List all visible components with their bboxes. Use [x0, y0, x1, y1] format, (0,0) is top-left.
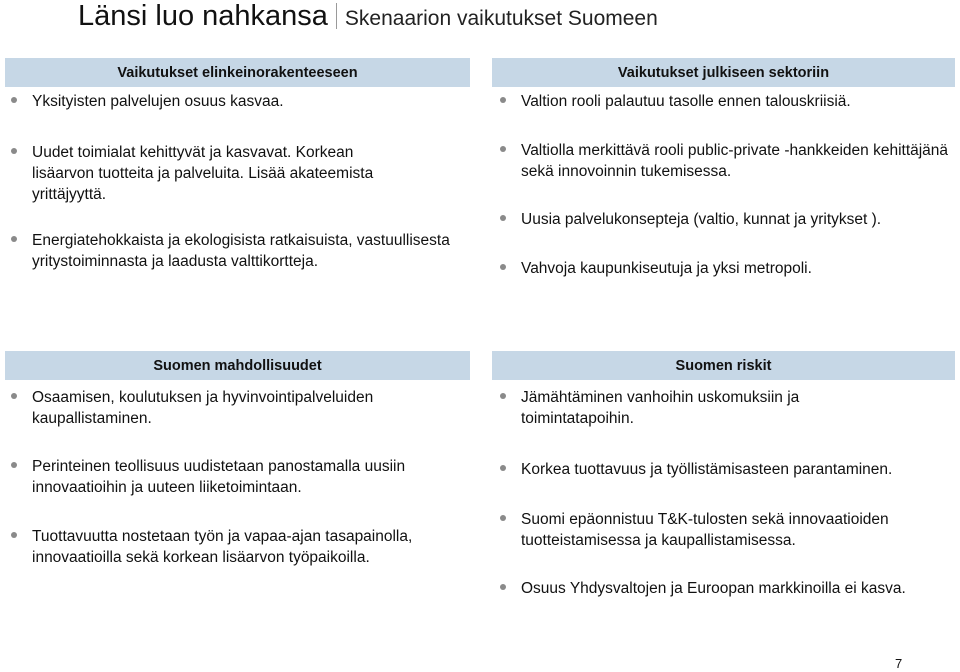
bullet-icon [500, 584, 506, 590]
bullet-icon [500, 393, 506, 399]
list-item-text: Uusia palvelukonsepteja (valtio, kunnat ja yritykset ). [521, 211, 882, 228]
list-item [32, 526, 467, 568]
list-item [521, 459, 951, 480]
list-item-text: Osuus Yhdysvaltojen ja Euroopan markkinoilla ei kasva. [521, 580, 906, 597]
panel-heading: Vaikutukset elinkeinorakenteeseen [5, 58, 470, 87]
list-item [521, 91, 951, 112]
list-item-text: Tuottavuutta nostetaan työn ja vapaa-ajan tasapainolla, innovaatioilla sekä korkean lisäarvon työpaikoilla. [32, 528, 413, 566]
page-number: 7 [895, 656, 903, 671]
list-item-text: Valtion rooli palautuu tasolle ennen talouskriisiä. [521, 93, 851, 110]
panel-julkinen-sektori [492, 58, 955, 308]
list-item [32, 142, 417, 205]
list-item-text: Perinteinen teollisuus uudistetaan panostamalla uusiin innovaatioihin ja uuteen liiketoimintaan. [32, 458, 406, 496]
panel-riskit [492, 351, 955, 621]
list-item-text: Jämähtäminen vanhoihin uskomuksiin ja toimintatapoihin. [521, 389, 800, 427]
list-item [521, 578, 931, 599]
list-item [521, 387, 851, 429]
list-item [32, 456, 462, 498]
panel-mahdollisuudet [5, 351, 470, 591]
bullet-icon [500, 264, 506, 270]
list-item-text: Energiatehokkaista ja ekologisista ratkaisuista, vastuullisesta yritystoiminnasta ja laadusta valttikortteja. [32, 232, 450, 270]
bullet-icon [500, 215, 506, 221]
title-main: Länsi luo nahkansa [78, 0, 328, 32]
panel-heading: Suomen mahdollisuudet [5, 351, 470, 380]
title-subtitle: Skenaarion vaikutukset Suomeen [344, 7, 658, 30]
list-item [521, 140, 951, 182]
list-item [521, 509, 951, 551]
list-item-text: Yksityisten palvelujen osuus kasvaa. [32, 93, 284, 110]
bullet-icon [11, 97, 17, 103]
list-item [32, 230, 470, 272]
list-item [32, 387, 462, 429]
list-item [521, 209, 951, 230]
bullet-icon [500, 146, 506, 152]
panel-elinkeinorakenne [5, 58, 470, 308]
bullet-icon [11, 532, 17, 538]
panel-heading: Vaikutukset julkiseen sektoriin [492, 58, 955, 87]
list-item-text: Korkea tuottavuus ja työllistämisasteen parantaminen. [521, 461, 893, 478]
panel-heading: Suomen riskit [492, 351, 955, 380]
bullet-icon [11, 462, 17, 468]
list-item-text: Uudet toimialat kehittyvät ja kasvavat. Korkean lisäarvon tuotteita ja palveluita. Lisää akateemista yrittäjyyttä. [32, 144, 374, 203]
list-item-text: Osaamisen, koulutuksen ja hyvinvointipalveluiden kaupallistaminen. [32, 389, 374, 427]
bullet-icon [11, 393, 17, 399]
bullet-icon [500, 97, 506, 103]
list-item [32, 91, 452, 112]
bullet-icon [11, 148, 17, 154]
list-item-text: Valtiolla merkittävä rooli public-private -hankkeiden kehittäjänä sekä innovoinnin tukemisessa. [521, 142, 949, 180]
list-item-text: Vahvoja kaupunkiseutuja ja yksi metropoli. [521, 260, 812, 277]
bullet-icon [11, 236, 17, 242]
page-title [78, 0, 658, 33]
bullet-icon [500, 515, 506, 521]
title-divider [336, 3, 337, 29]
list-item [521, 258, 951, 279]
bullet-icon [500, 465, 506, 471]
list-item-text: Suomi epäonnistuu T&K-tulosten sekä innovaatioiden tuotteistamisessa ja kaupallistamisessa. [521, 511, 889, 549]
